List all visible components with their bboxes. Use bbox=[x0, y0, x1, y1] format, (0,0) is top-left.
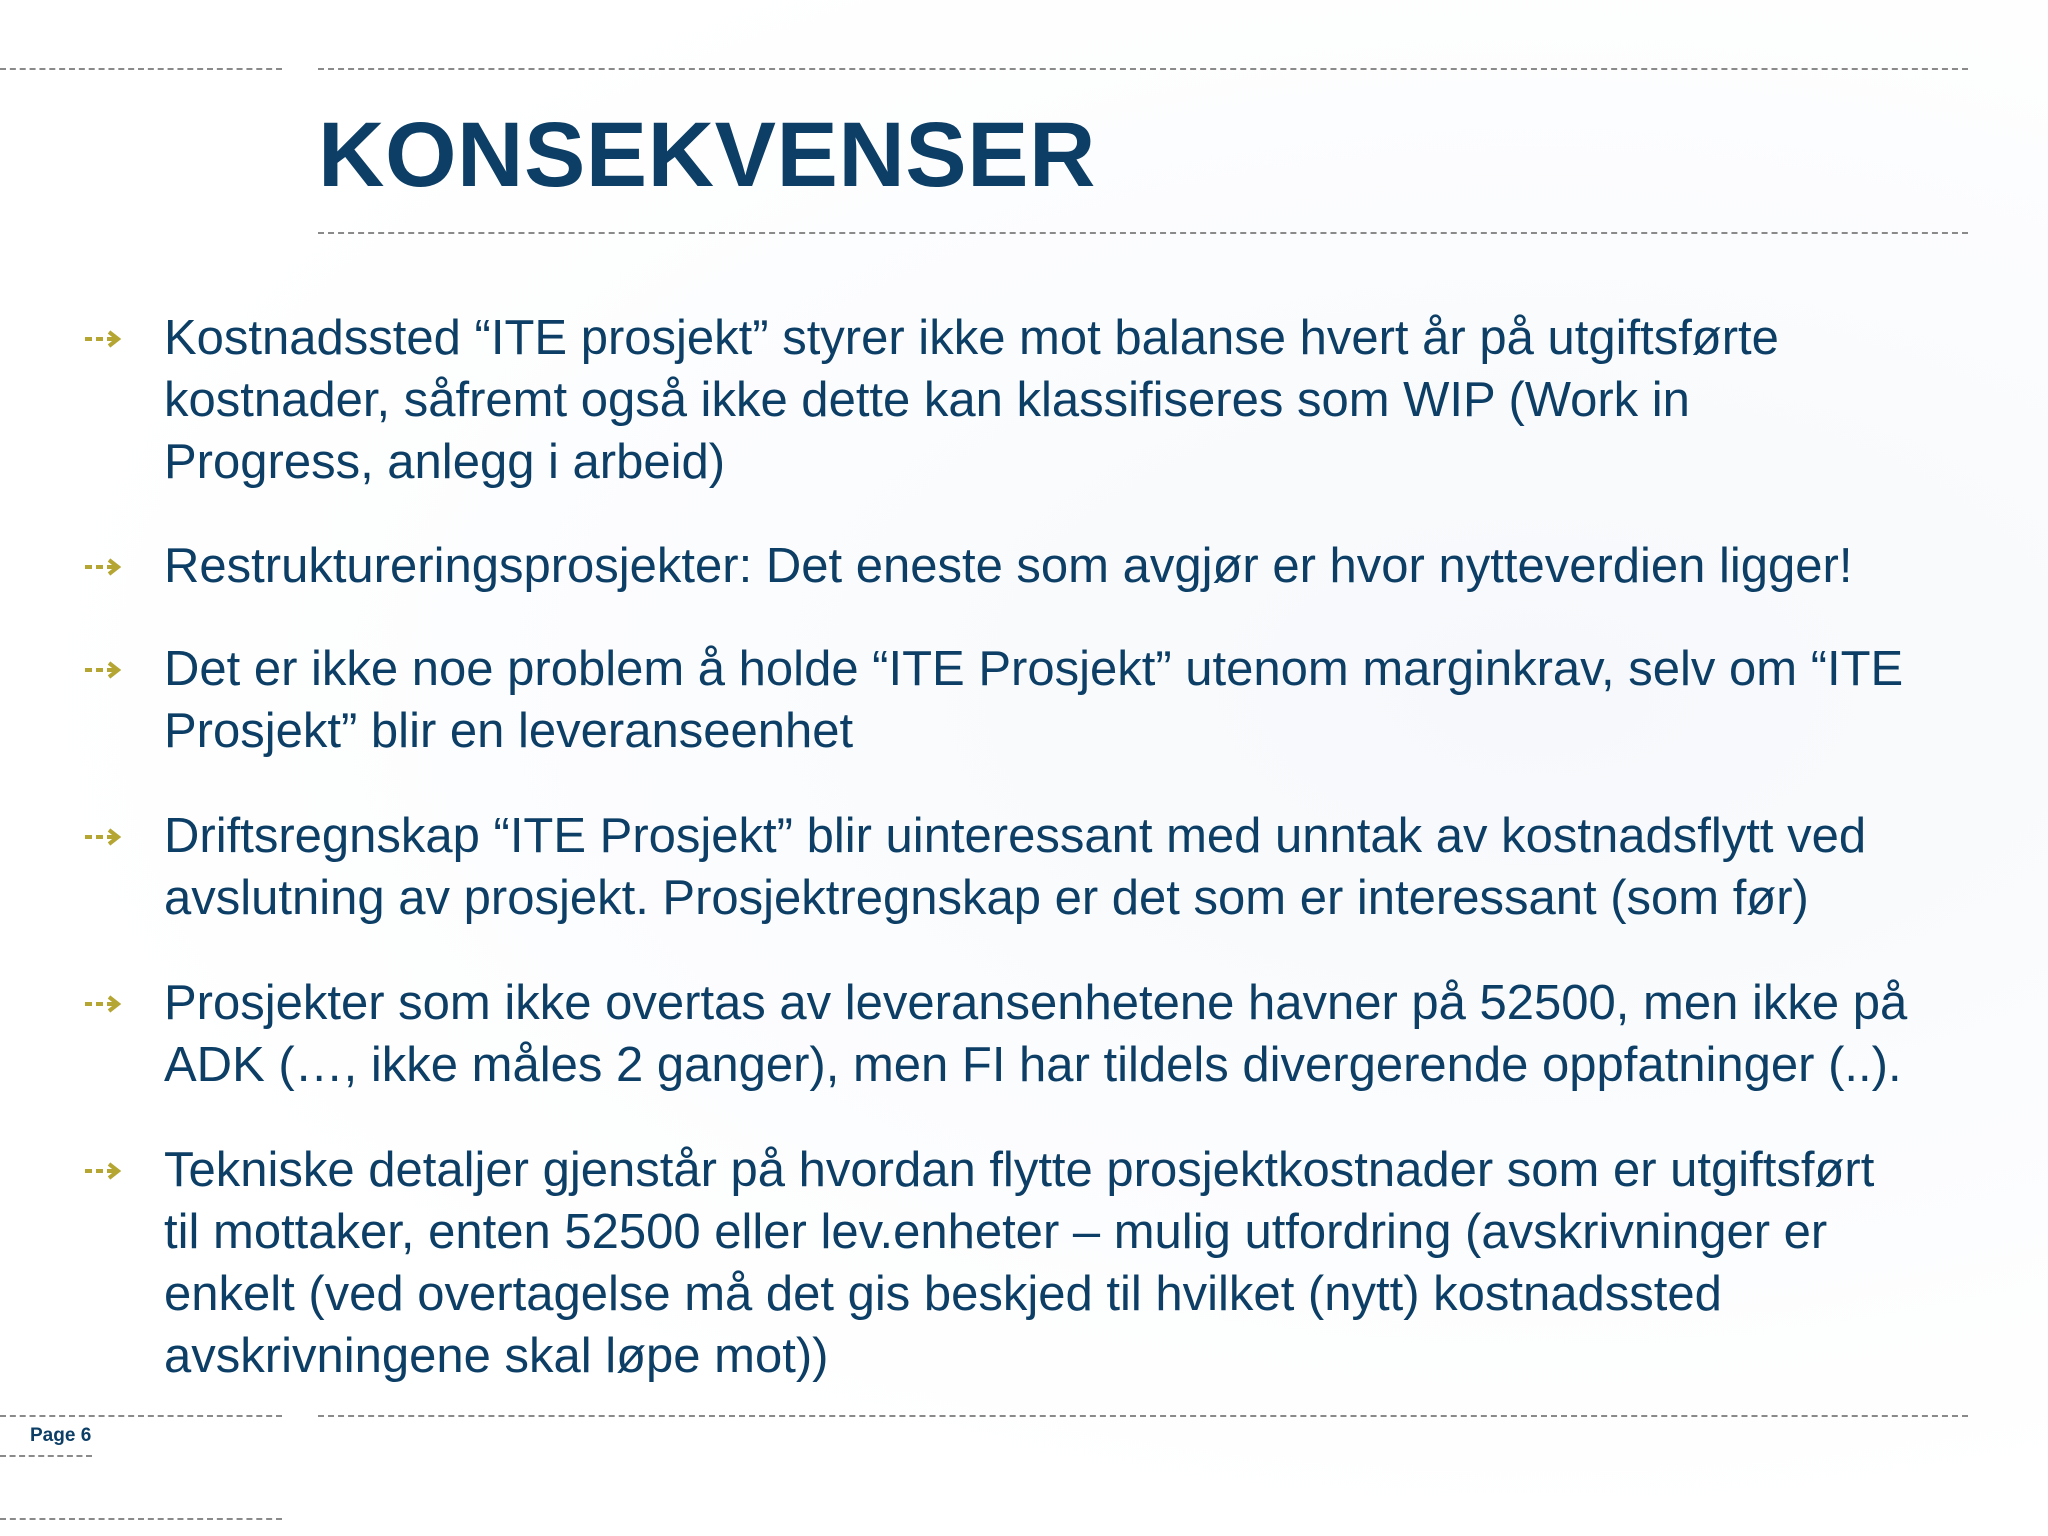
arrow-icon bbox=[85, 1161, 125, 1181]
arrow-icon bbox=[85, 827, 125, 847]
bullet-text: Restruktureringsprosjekter: Det eneste som avgjør er hvor nytteverdien ligger! bbox=[164, 539, 1853, 593]
arrow-icon bbox=[85, 994, 125, 1014]
bullet-text: Tekniske detaljer gjenstår på hvordan flytte prosjektkostnader som er utgiftsført til mottaker, enten 52500 eller lev.enheter – mulig utfordring (avskrivninger er enkelt (ved overtagelse må det gis beskjed til hvilket (nytt) kostnadssted avskrivningene skal løpe mot)) bbox=[164, 1143, 1875, 1383]
page-number: Page 6 bbox=[30, 1425, 92, 1446]
bullet-text: Det er ikke noe problem å holde “ITE Prosjekt” utenom marginkrav, selv om “ITE Prosjekt” blir en leveranseenhet bbox=[164, 642, 1904, 758]
bullet-text: Driftsregnskap “ITE Prosjekt” blir uinteressant med unntak av kostnadsflytt ved avslutning av prosjekt. Prosjektregnskap er det som er interessant (som før) bbox=[164, 809, 1867, 925]
bullet-text: Prosjekter som ikke overtas av leveransenhetene havner på 52500, men ikke på ADK (…, ikke måles 2 ganger), men FI har tildels divergerende oppfatninger (..). bbox=[164, 976, 1908, 1092]
arrow-icon bbox=[85, 557, 125, 577]
bullet-text: Kostnadssted “ITE prosjekt” styrer ikke mot balanse hvert år på utgiftsførte kostnader, såfremt også ikke dette kan klassifiseres som WIP (Work in Progress, anlegg i arbeid) bbox=[164, 311, 1779, 489]
slide-title: KONSEKVENSER bbox=[318, 104, 1096, 206]
arrow-icon bbox=[85, 660, 125, 680]
arrow-icon bbox=[85, 329, 125, 349]
